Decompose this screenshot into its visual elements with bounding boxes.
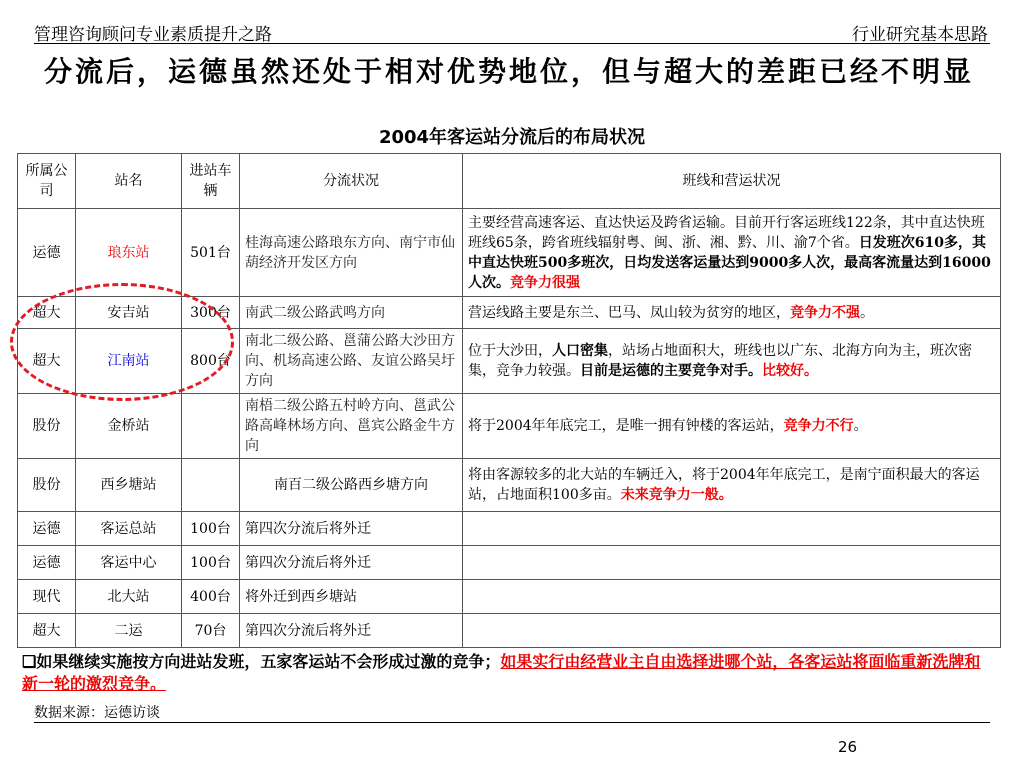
cell-diversion: 南北二级公路、邕蒲公路大沙田方向、机场高速公路、友谊公路吴圩方向 <box>240 329 463 394</box>
cell-operations <box>463 546 1001 580</box>
cell-company: 现代 <box>18 580 76 614</box>
cell-vehicles <box>182 459 240 512</box>
cell-diversion: 第四次分流后将外迁 <box>240 614 463 648</box>
conclusion-note <box>22 651 982 695</box>
header-divider <box>34 43 990 44</box>
header-vehicles: 进站车辆 <box>182 154 240 209</box>
cell-operations <box>463 614 1001 648</box>
cell-diversion: 第四次分流后将外迁 <box>240 512 463 546</box>
note-red-text: 如果实行由经营业主自由选择进哪个站，各客运站将面临重新洗牌和新一轮的激烈竞争。 <box>22 652 981 693</box>
cell-station: 二运 <box>76 614 182 648</box>
header-company: 所属公司 <box>18 154 76 209</box>
cell-operations <box>463 329 1001 394</box>
table-row <box>18 546 1001 580</box>
op-text: 位于大沙田， <box>468 343 552 359</box>
note-text: 如果继续实施按方向进站发班，五家客运站不会形成过激的竞争； <box>36 652 501 671</box>
cell-operations <box>463 394 1001 459</box>
cell-vehicles <box>182 394 240 459</box>
header-station: 站名 <box>76 154 182 209</box>
bullet-square-icon: ❑ <box>22 652 37 671</box>
table-row <box>18 394 1001 459</box>
op-text: 将由客源较多的北大站的车辆迁入，将于2004年年底完工，是南宁面积最大的客运站，占地面积100多亩。 <box>468 467 980 503</box>
op-bold-text: 日发班次610多，其中直达快班500多班次，日均发送客运量达到9000多人次，最高客流量达到16000人次。 <box>468 234 991 291</box>
cell-vehicles: 300台 <box>182 297 240 329</box>
cell-company: 超大 <box>18 329 76 394</box>
op-red-text: 竞争力很强 <box>510 274 580 291</box>
cell-station: 北大站 <box>76 580 182 614</box>
cell-diversion: 桂海高速公路琅东方向、南宁市仙葫经济开发区方向 <box>240 209 463 297</box>
op-text: ，站场占地面积大，班线也以广东、北海方向为主，班次密集，竞争力较强。 <box>468 343 972 379</box>
cell-station: 客运总站 <box>76 512 182 546</box>
op-text: 营运线路主要是东兰、巴马、凤山较为贫穷的地区， <box>468 304 790 321</box>
table-row <box>18 459 1001 512</box>
slide-title: 分流后，运德虽然还处于相对优势地位，但与超大的差距已经不明显 <box>44 55 975 88</box>
op-tail-text: 。 <box>853 418 868 434</box>
cell-diversion: 南百二级公路西乡塘方向 <box>240 459 463 512</box>
cell-vehicles: 70台 <box>182 614 240 648</box>
cell-diversion: 南梧二级公路五村岭方向、邕武公路高峰林场方向、邕宾公路金牛方向 <box>240 394 463 459</box>
cell-station: 金桥站 <box>76 394 182 459</box>
header-diversion: 分流状况 <box>240 154 463 209</box>
cell-operations <box>463 580 1001 614</box>
cell-company: 股份 <box>18 394 76 459</box>
header-left-title: 管理咨询顾问专业素质提升之路 <box>34 25 272 45</box>
cell-company: 超大 <box>18 614 76 648</box>
cell-operations <box>463 459 1001 512</box>
cell-station: 琅东站 <box>76 209 182 297</box>
highlight-dashed-circle <box>10 283 234 401</box>
table-header-row <box>18 154 1001 209</box>
cell-station: 西乡塘站 <box>76 459 182 512</box>
table-subtitle: 2004年客运站分流后的布局状况 <box>378 127 646 148</box>
op-red-text: 比较好。 <box>762 363 818 379</box>
cell-station: 安吉站 <box>76 297 182 329</box>
op-bold-text: 人口密集 <box>552 343 608 359</box>
cell-vehicles: 100台 <box>182 512 240 546</box>
cell-operations <box>463 297 1001 329</box>
cell-vehicles: 400台 <box>182 580 240 614</box>
cell-station: 江南站 <box>76 329 182 394</box>
header-right-title: 行业研究基本思路 <box>852 25 988 45</box>
table-row <box>18 512 1001 546</box>
cell-diversion: 将外迁到西乡塘站 <box>240 580 463 614</box>
cell-company: 运德 <box>18 209 76 297</box>
cell-diversion: 第四次分流后将外迁 <box>240 546 463 580</box>
footer-divider <box>34 722 990 723</box>
cell-company: 超大 <box>18 297 76 329</box>
station-layout-table <box>17 153 1001 648</box>
op-tail-text: 。 <box>860 304 874 321</box>
cell-company: 运德 <box>18 512 76 546</box>
header-operations: 班线和营运状况 <box>463 154 1001 209</box>
op-red-text: 竞争力不行 <box>783 418 854 434</box>
op-bold-text: 目前是运德的主要竞争对手。 <box>580 363 762 379</box>
data-source: 数据来源：运德访谈 <box>34 705 160 721</box>
cell-diversion: 南武二级公路武鸣方向 <box>240 297 463 329</box>
cell-station: 客运中心 <box>76 546 182 580</box>
table-row <box>18 209 1001 297</box>
cell-vehicles: 501台 <box>182 209 240 297</box>
op-text: 主要经营高速客运、直达快运及跨省运输。目前开行客运班线122条，其中直达快班班线65条，跨省班线辐射粤、闽、浙、湘、黔、川、渝7个省。 <box>468 214 985 251</box>
table-row <box>18 614 1001 648</box>
cell-company: 股份 <box>18 459 76 512</box>
cell-operations <box>463 512 1001 546</box>
cell-vehicles: 100台 <box>182 546 240 580</box>
op-red-text: 未来竞争力一般。 <box>620 487 733 503</box>
cell-vehicles: 800台 <box>182 329 240 394</box>
op-text: 将于2004年年底完工，是唯一拥有钟楼的客运站， <box>468 418 784 434</box>
op-red-text: 竞争力不强 <box>790 304 860 321</box>
cell-company: 运德 <box>18 546 76 580</box>
table-row <box>18 580 1001 614</box>
page-number: 26 <box>838 738 858 756</box>
cell-operations <box>463 209 1001 297</box>
